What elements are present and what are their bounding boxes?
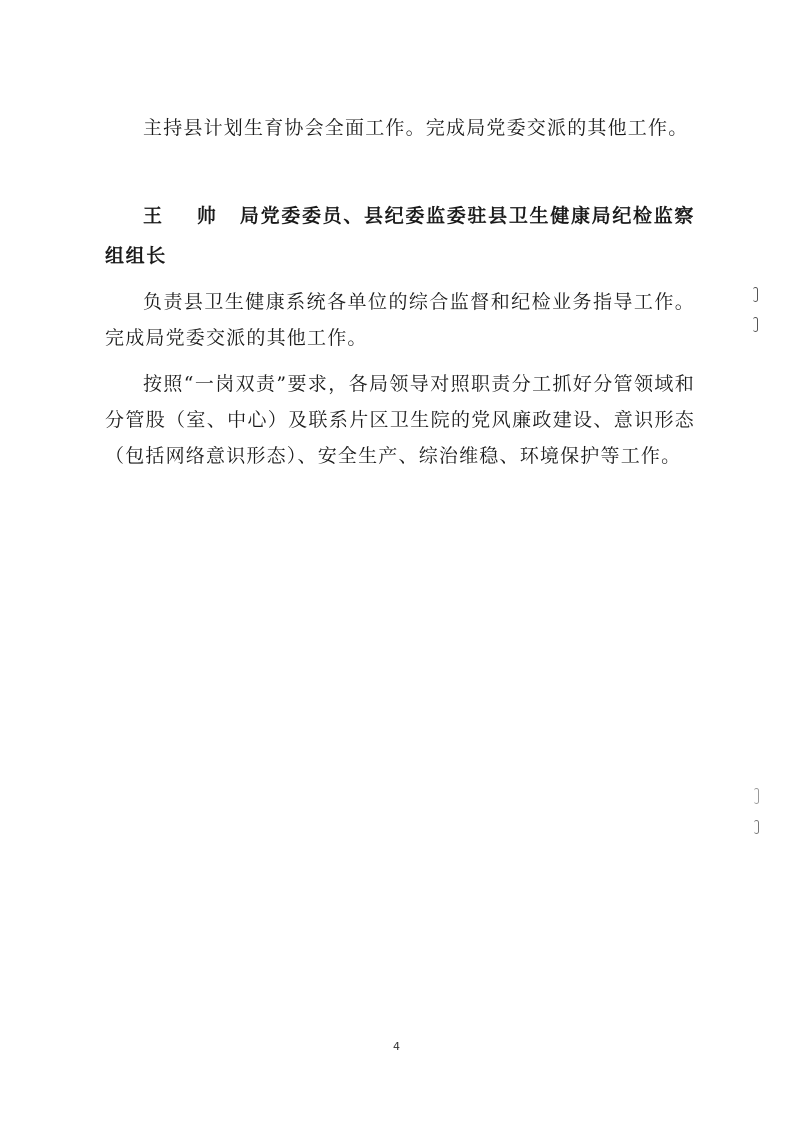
binding-hole-mark [753,287,758,302]
section-heading [105,196,695,276]
official-name: 王 帅 [143,205,230,227]
binding-hole-mark [754,788,759,804]
binding-hole-mark [753,317,758,332]
body-paragraph: 按照“一岗双责”要求，各局领导对照职责分工抓好分管领域和分管股（室、中心）及联系片区卫生院的党风廉政建设、意识形态（包括网络意识形态）、安全生产、综治维稳、环境保护等工作。 [105,373,695,467]
binding-hole-mark [754,820,759,834]
official-title: 局党委委员、县纪委监委驻县卫生健康局纪检监察组组长 [105,205,695,267]
page-number: 4 [393,1040,400,1053]
body-paragraph: 主持县计划生育协会全面工作。完成局党委交派的其他工作。 [143,117,689,139]
body-paragraph: 负责县卫生健康系统各单位的综合监督和纪检业务指导工作。完成局党委交派的其他工作。 [105,291,695,349]
